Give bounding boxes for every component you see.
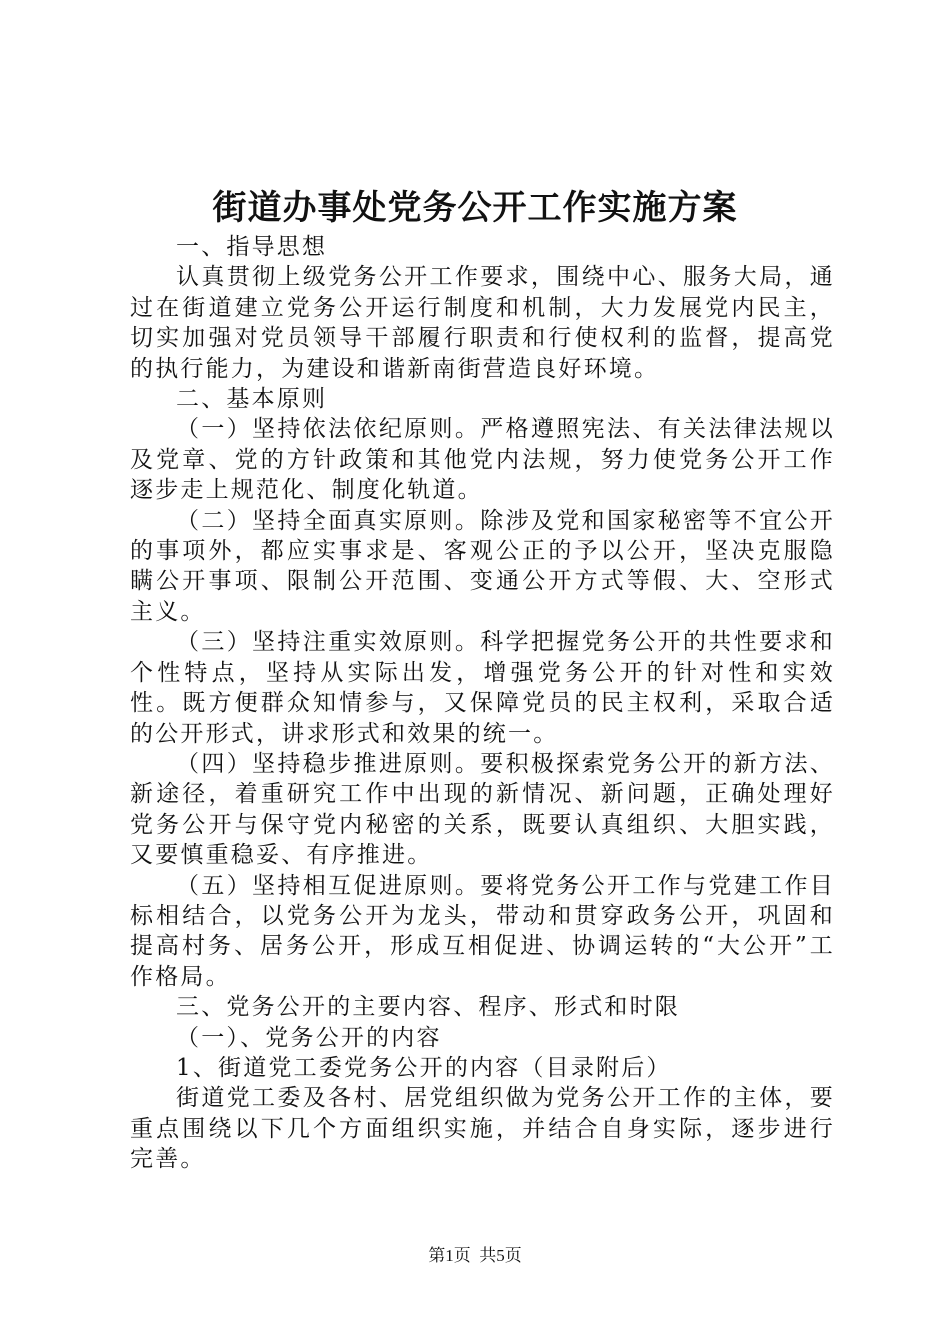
section-heading: 一、指导思想	[176, 234, 328, 260]
section-heading: 三、党务公开的主要内容、程序、形式和时限	[176, 994, 680, 1021]
page-number-label: 第1页 共5页	[428, 1246, 522, 1265]
paragraph: （三）坚持注重实效原则。科学把握党务公开的共性要求和个性特点，坚持从实际出发，增强党务公开的针对性和实效性。既方便群众知情参与，又保障党员的民主权利，采取合适的公开形式，讲求形式和效果的统一。	[130, 629, 835, 747]
paragraph: （二）坚持全面真实原则。除涉及党和国家秘密等不宜公开的事项外，都应实事求是、客观公正的予以公开，坚决克服隐瞒公开事项、限制公开范围、变通公开方式等假、大、空形式主义。	[130, 507, 835, 625]
paragraph: （四）坚持稳步推进原则。要积极探索党务公开的新方法、新途径，着重研究工作中出现的新情况、新问题，正确处理好党务公开与保守党内秘密的关系，既要认真组织、大胆实践，又要慎重稳妥、有序推进。	[130, 750, 835, 869]
paragraph: （五）坚持相互促进原则。要将党务公开工作与党建工作目标相结合，以党务公开为龙头，带动和贯穿政务公开，巩固和提高村务、居务公开，形成互相促进、协调运转的“大公开”工作格局。	[130, 872, 835, 990]
subsection-heading: （一）、党务公开的内容	[176, 1024, 442, 1051]
section-heading: 二、基本原则	[176, 386, 328, 413]
page-footer	[0, 1244, 950, 1268]
document-body	[130, 232, 835, 1175]
paragraph: （一）坚持依法依纪原则。严格遵照宪法、有关法律法规以及党章、党的方针政策和其他党内法规，努力使党务公开工作逐步走上规范化、制度化轨道。	[130, 416, 835, 504]
item-heading: 1、街道党工委党务公开的内容（目录附后）	[176, 1054, 672, 1081]
paragraph: 街道党工委及各村、居党组织做为党务公开工作的主体，要重点围绕以下几个方面组织实施，并结合自身实际，逐步进行完善。	[130, 1085, 835, 1173]
document-title: 街道办事处党务公开工作实施方案	[212, 188, 738, 228]
paragraph: 认真贯彻上级党务公开工作要求，围绕中心、服务大局，通过在街道建立党务公开运行制度和机制，大力发展党内民主，切实加强对党员领导干部履行职责和行使权利的监督，提高党的执行能力，为建设和谐新南街营造良好环境。	[130, 264, 835, 382]
